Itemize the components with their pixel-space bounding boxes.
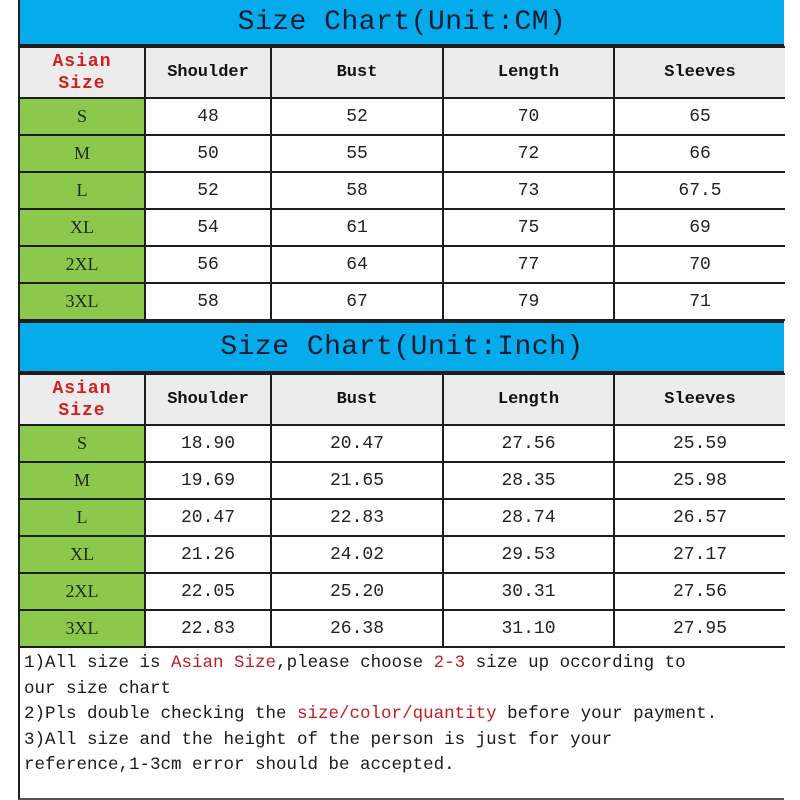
length-cell: 30.31 [443, 573, 614, 610]
size-cell: S [19, 98, 145, 135]
note-1-continued: our size chart [24, 678, 172, 699]
table-row [19, 499, 785, 536]
note-highlight-asian-size: Asian Size [171, 653, 277, 673]
note-1 [24, 651, 784, 677]
cm-header-row [19, 47, 785, 98]
shoulder-cell: 20.47 [145, 499, 271, 536]
bust-cell: 25.20 [271, 573, 443, 610]
bust-cell: 52 [271, 98, 443, 135]
bust-cell: 21.65 [271, 462, 443, 499]
header-asian-line2: Size [58, 73, 106, 94]
note-text: ,please choose [276, 653, 434, 673]
bust-cell: 61 [271, 209, 443, 246]
header-sleeves: Sleeves [614, 47, 785, 98]
sleeves-cell: 25.98 [614, 462, 785, 499]
length-cell: 70 [443, 98, 614, 135]
sleeves-cell: 66 [614, 135, 785, 172]
table-row [19, 246, 785, 283]
note-2 [24, 702, 784, 728]
bust-cell: 20.47 [271, 425, 443, 462]
shoulder-cell: 56 [145, 246, 271, 283]
size-cell: XL [19, 536, 145, 573]
table-row [19, 98, 785, 135]
size-cell: 2XL [19, 246, 145, 283]
sleeves-cell: 71 [614, 283, 785, 320]
size-cell: XL [19, 209, 145, 246]
sleeves-cell: 27.95 [614, 610, 785, 647]
cm-table-title: Size Chart(Unit:CM) [18, 0, 784, 46]
length-cell: 28.35 [443, 462, 614, 499]
notes-box [18, 648, 784, 800]
sleeves-cell: 26.57 [614, 499, 785, 536]
header-sleeves: Sleeves [614, 374, 785, 425]
note-highlight-size-up: 2-3 [433, 653, 466, 673]
table-row [19, 610, 785, 647]
bust-cell: 22.83 [271, 499, 443, 536]
length-cell: 29.53 [443, 536, 614, 573]
header-shoulder: Shoulder [145, 374, 271, 425]
header-asian-line1: Asian [52, 378, 112, 399]
table-row [19, 172, 785, 209]
inch-table-title: Size Chart(Unit:Inch) [18, 321, 784, 373]
note-text: before your payment. [496, 704, 718, 724]
length-cell: 75 [443, 209, 614, 246]
bust-cell: 64 [271, 246, 443, 283]
table-row [19, 425, 785, 462]
table-row [19, 283, 785, 320]
shoulder-cell: 48 [145, 98, 271, 135]
header-length: Length [443, 47, 614, 98]
shoulder-cell: 50 [145, 135, 271, 172]
header-bust: Bust [271, 374, 443, 425]
size-cell: L [19, 172, 145, 209]
bust-cell: 67 [271, 283, 443, 320]
shoulder-cell: 22.83 [145, 610, 271, 647]
sleeves-cell: 27.17 [614, 536, 785, 573]
length-cell: 73 [443, 172, 614, 209]
header-length: Length [443, 374, 614, 425]
shoulder-cell: 18.90 [145, 425, 271, 462]
header-asian-size [19, 374, 145, 425]
shoulder-cell: 54 [145, 209, 271, 246]
size-cell: S [19, 425, 145, 462]
sleeves-cell: 69 [614, 209, 785, 246]
note-highlight-size-color-quantity: size/color/quantity [297, 704, 497, 724]
table-row [19, 135, 785, 172]
shoulder-cell: 19.69 [145, 462, 271, 499]
shoulder-cell: 21.26 [145, 536, 271, 573]
table-row [19, 462, 785, 499]
length-cell: 77 [443, 246, 614, 283]
length-cell: 28.74 [443, 499, 614, 536]
sleeves-cell: 67.5 [614, 172, 785, 209]
inch-header-row [19, 374, 785, 425]
bust-cell: 58 [271, 172, 443, 209]
note-3: 3)All size and the height of the person is just for your [24, 729, 613, 750]
note-3-continued: reference,1-3cm error should be accepted. [24, 755, 455, 775]
size-cell: M [19, 462, 145, 499]
header-bust: Bust [271, 47, 443, 98]
note-text: 1)All size is [24, 653, 172, 673]
table-row [19, 209, 785, 246]
sleeves-cell: 65 [614, 98, 785, 135]
length-cell: 31.10 [443, 610, 614, 647]
table-row [19, 536, 785, 573]
size-cell: 3XL [19, 610, 145, 647]
shoulder-cell: 52 [145, 172, 271, 209]
sleeves-cell: 70 [614, 246, 785, 283]
sleeves-cell: 25.59 [614, 425, 785, 462]
header-asian-line1: Asian [52, 51, 112, 72]
size-cell: M [19, 135, 145, 172]
shoulder-cell: 22.05 [145, 573, 271, 610]
inch-size-table [18, 373, 785, 648]
size-cell: L [19, 499, 145, 536]
header-asian-size [19, 47, 145, 98]
length-cell: 79 [443, 283, 614, 320]
bust-cell: 24.02 [271, 536, 443, 573]
bust-cell: 26.38 [271, 610, 443, 647]
length-cell: 72 [443, 135, 614, 172]
size-cell: 2XL [19, 573, 145, 610]
bust-cell: 55 [271, 135, 443, 172]
shoulder-cell: 58 [145, 283, 271, 320]
sleeves-cell: 27.56 [614, 573, 785, 610]
header-asian-line2: Size [58, 400, 106, 421]
header-shoulder: Shoulder [145, 47, 271, 98]
table-row [19, 573, 785, 610]
note-text: size up occording to [465, 653, 686, 673]
length-cell: 27.56 [443, 425, 614, 462]
cm-size-table [18, 46, 785, 321]
size-cell: 3XL [19, 283, 145, 320]
note-text: 2)Pls double checking the [24, 704, 298, 724]
size-chart-sheet [18, 0, 784, 800]
